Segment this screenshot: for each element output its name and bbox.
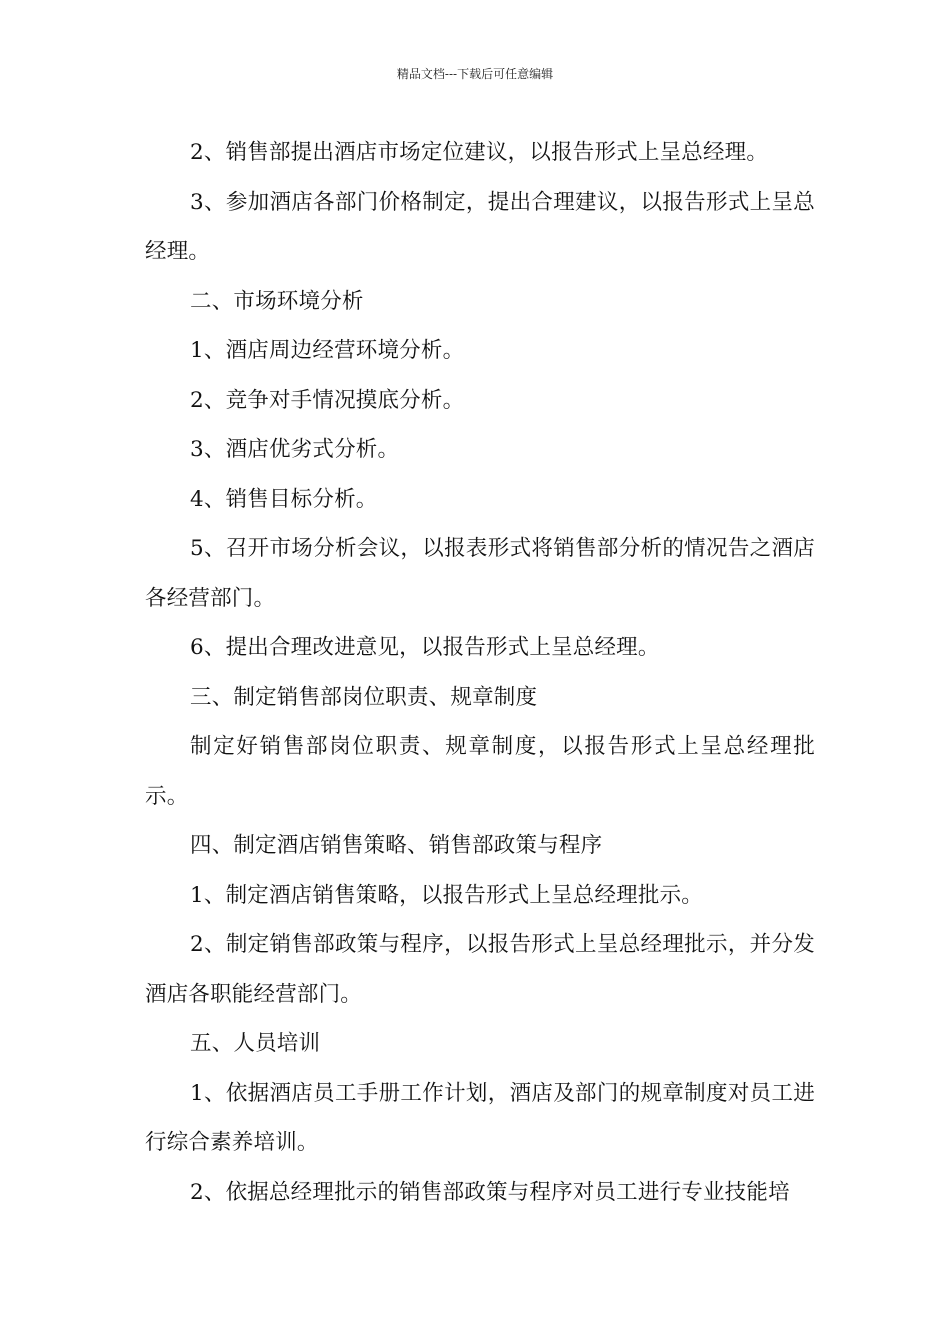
paragraph: 4、销售目标分析。 [190,486,378,512]
paragraph: 2、依据总经理批示的销售部政策与程序对员工进行专业技能培 [190,1179,790,1205]
section-heading: 四、制定酒店销售策略、销售部政策与程序 [190,833,603,858]
paragraph: 1、依据酒店员工手册工作计划，酒店及部门的规章制度对员工进行综合素养培训。 [145,1080,815,1155]
section-heading: 二、市场环境分析 [190,288,364,314]
paragraph: 6、提出合理改进意见，以报告形式上呈总经理。 [190,635,660,660]
paragraph: 3、酒店优劣式分析。 [190,437,400,462]
paragraph: 5、召开市场分析会议，以报表形式将销售部分析的情况告之酒店各经营部门。 [145,536,815,611]
paragraph: 1、制定酒店销售策略，以报告形式上呈总经理批示。 [190,882,703,908]
paragraph: 2、竞争对手情况摸底分析。 [190,387,465,413]
paragraph: 2、制定销售部政策与程序，以报告形式上呈总经理批示，并分发酒店各职能经营部门。 [145,932,815,1007]
section-heading: 三、制定销售部岗位职责、规章制度 [190,684,538,710]
paragraph: 3、参加酒店各部门价格制定，提出合理建议，以报告形式上呈总经理。 [145,189,815,264]
document-body [145,128,815,1217]
page-header: 精品文档---下载后可任意编辑 [396,67,554,81]
section-heading: 五、人员培训 [190,1031,321,1056]
paragraph: 制定好销售部岗位职责、规章制度，以报告形式上呈总经理批示。 [145,734,815,809]
paragraph: 2、销售部提出酒店市场定位建议，以报告形式上呈总经理。 [190,140,769,165]
paragraph: 1、酒店周边经营环境分析。 [190,338,465,363]
